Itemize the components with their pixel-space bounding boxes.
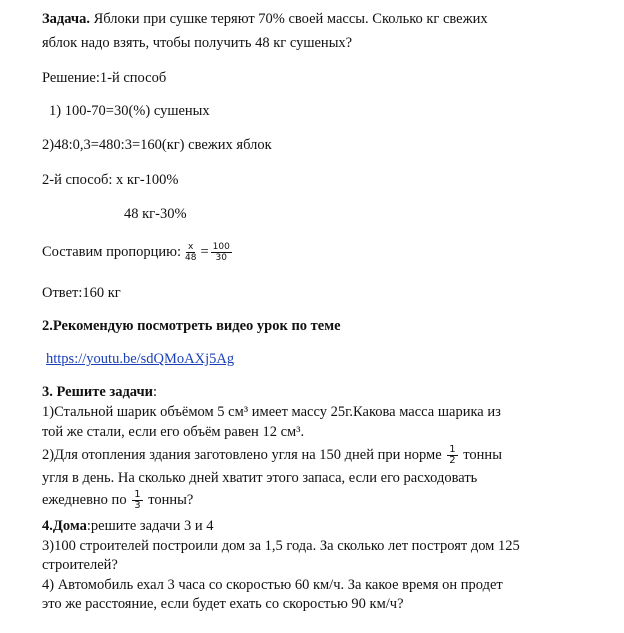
fraction-denominator: 48 <box>184 253 197 264</box>
answer-line: Ответ:160 кг <box>42 285 121 301</box>
section-4-heading: 4.Дома:решите задачи 3 и 4 <box>42 518 214 534</box>
video-link-text[interactable]: https://youtu.be/sdQMoAXj5Ag <box>46 351 235 367</box>
problem-4-line-2: это же расстояние, если будет ехать со скоростью 90 км/ч? <box>42 596 404 612</box>
problem-2-line-3: ежедневно по $\frac{1}{3}$ тонны? <box>42 489 194 512</box>
problem-4-line-1: 4) Автомобиль ехал 3 часа со скоростью 60 км/ч. За какое время он продет <box>42 577 503 593</box>
proportion-line <box>42 240 234 264</box>
task-line-1 <box>42 10 488 28</box>
fraction-100-over-30 <box>211 242 232 263</box>
method-2-line-2: 48 кг-30% <box>124 206 187 222</box>
method-2-line-1: 2-й способ: х кг-100% <box>42 172 179 188</box>
fraction-one-third: $\frac{1}{3}$ <box>134 489 141 512</box>
proportion-label: Составим пропорцию: <box>42 244 181 260</box>
problem-1-line-2: той же стали, если его объём равен 12 см³. <box>42 424 305 440</box>
task-text-1: Яблоки при сушке теряют 70% своей массы. Сколько кг свежих <box>89 11 488 27</box>
solution-step-1: 1) 100-70=30(%) сушеных <box>49 103 210 119</box>
fraction-one-half: $\frac{1}{2}$ <box>449 444 456 467</box>
section-2-heading: 2.Рекомендую посмотреть видео урок по теме <box>42 318 341 334</box>
problem-2-line-2: угля в день. На сколько дней хватит этого запаса, если его расходовать <box>42 470 478 486</box>
fraction-numerator: 100 <box>212 242 230 253</box>
fraction-x-over-48 <box>183 242 198 263</box>
section-3-heading: 3. Решите задачи: <box>42 384 158 400</box>
fraction-numerator: х <box>188 242 194 253</box>
solution-heading: Решение:1-й способ <box>42 70 167 86</box>
video-link[interactable] <box>46 350 234 368</box>
task-label: Задача. <box>42 11 90 27</box>
problem-3-line-2: строителей? <box>42 557 118 573</box>
task-line-2: яблок надо взять, чтобы получить 48 кг сушеных? <box>42 35 353 51</box>
equals-sign: = <box>200 244 209 260</box>
problem-2-line-1: 2)Для отопления здания заготовлено угля на 150 дней при норме $\frac{1}{2}$ тонны <box>42 444 502 467</box>
solution-step-2: 2)48:0,3=480:3=160(кг) свежих яблок <box>42 137 272 153</box>
problem-3-line-1: 3)100 строителей построили дом за 1,5 года. За сколько лет построят дом 125 <box>42 538 520 554</box>
fraction-denominator: 30 <box>215 253 227 264</box>
problem-1-line-1: 1)Стальной шарик объёмом 5 см³ имеет массу 25г.Какова масса шарика из <box>42 404 501 420</box>
